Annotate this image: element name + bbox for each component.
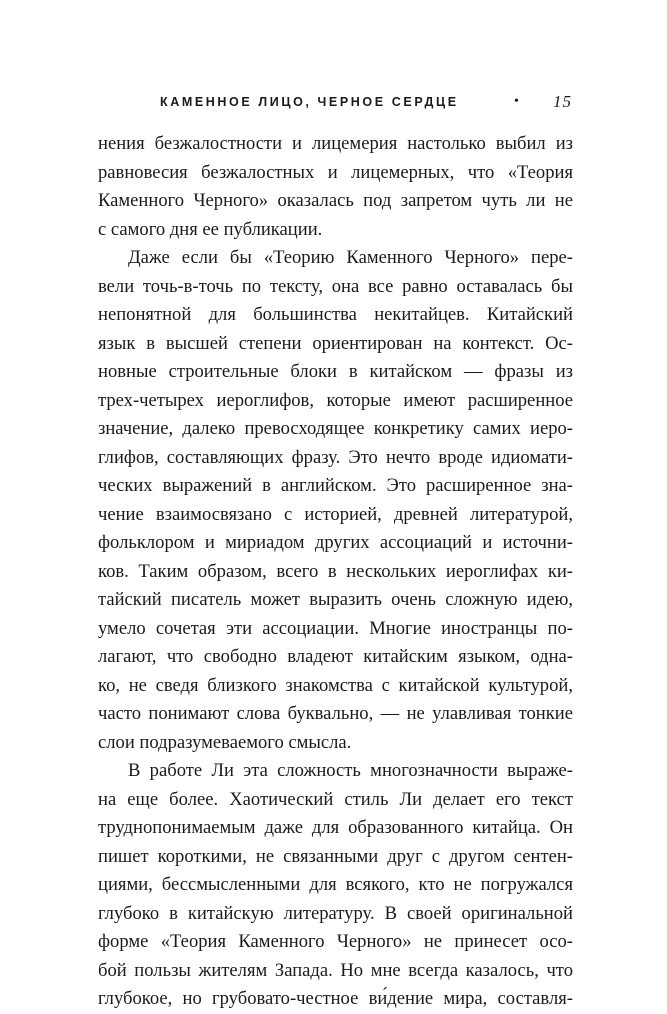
text-line: В работе Ли эта сложность многозначности выраже- bbox=[128, 760, 573, 781]
paragraph-3 bbox=[98, 757, 573, 1014]
text-line: ческих выражений в английском. Это расширенное зна- bbox=[98, 475, 573, 496]
running-head bbox=[160, 90, 572, 114]
text-line: Даже если бы «Теорию Каменного Черного» пере- bbox=[128, 247, 573, 268]
text-line: тайский писатель может выразить очень сложную идею, bbox=[98, 589, 573, 610]
text-line: непонятной для большинства некитайцев. Китайский bbox=[98, 304, 573, 325]
text-line: ков. Таким образом, всего в нескольких иероглифах ки- bbox=[98, 560, 573, 582]
page-number: 15 bbox=[553, 92, 572, 111]
text-line: слои подразумеваемого смысла. bbox=[98, 731, 352, 753]
text-line: трех-четырех иероглифов, которые имеют расширенное bbox=[98, 389, 573, 411]
text-line: умело сочетая эти ассоциации. Многие иностранцы по- bbox=[98, 617, 573, 639]
text-line: чение взаимосвязано с историей, древней литературой, bbox=[98, 503, 573, 525]
text-line: с самого дня ее публикации. bbox=[98, 218, 323, 240]
text-line: вели точь-в-точь по тексту, она все равно оставалась бы bbox=[98, 275, 573, 297]
text-line: глубоко в китайскую литературу. В своей оригинальной bbox=[98, 902, 573, 924]
paragraph-2 bbox=[98, 244, 573, 757]
text-line: глубокое, но грубовато-честное ви́дение мира, составля- bbox=[98, 988, 573, 1009]
text-line: пишет короткими, не связанными друг с другом сентен- bbox=[98, 845, 573, 867]
text-line: нения безжалостности и лицемерия настолько выбил из bbox=[98, 133, 573, 154]
text-line: ко, не сведя близкого знакомства с китайской культурой, bbox=[98, 674, 573, 696]
text-line: труднопонимаемым даже для образованного китайца. Он bbox=[98, 817, 573, 838]
text-line: бой пользы жителям Запада. Но мне всегда казалось, что bbox=[98, 959, 573, 981]
text-line: равновесия безжалостных и лицемерных, что «Теория bbox=[98, 161, 573, 183]
text-line: лагают, что свободно владеют китайским языком, одна- bbox=[98, 646, 573, 667]
text-line: Каменного Черного» оказалась под запретом чуть ли не bbox=[98, 190, 573, 211]
text-line: фольклором и мириадом других ассоциаций и источни- bbox=[98, 532, 573, 553]
text-line: язык в высшей степени ориентирован на контекст. Ос- bbox=[98, 332, 573, 354]
text-line: циями, бессмысленными для всякого, кто не погружался bbox=[98, 874, 573, 895]
text-line: новные строительные блоки в китайском — фразы из bbox=[98, 361, 573, 382]
body-text bbox=[98, 130, 573, 1014]
text-line: форме «Теория Каменного Черного» не принесет осо- bbox=[98, 931, 573, 952]
text-line: на еще более. Хаотический стиль Ли делает его текст bbox=[98, 788, 573, 810]
text-line: часто понимают слова буквально, — не улавливая тонкие bbox=[98, 703, 573, 724]
header-bullet: • bbox=[514, 94, 519, 109]
paragraph-1 bbox=[98, 130, 573, 244]
running-title: КАМЕННОЕ ЛИЦО, ЧЕРНОЕ СЕРДЦЕ bbox=[160, 95, 459, 109]
text-line: значение, далеко превосходящее конкретику самих иеро- bbox=[98, 418, 573, 439]
text-line: глифов, составляющих фразу. Это нечто вроде идиомати- bbox=[98, 446, 573, 468]
